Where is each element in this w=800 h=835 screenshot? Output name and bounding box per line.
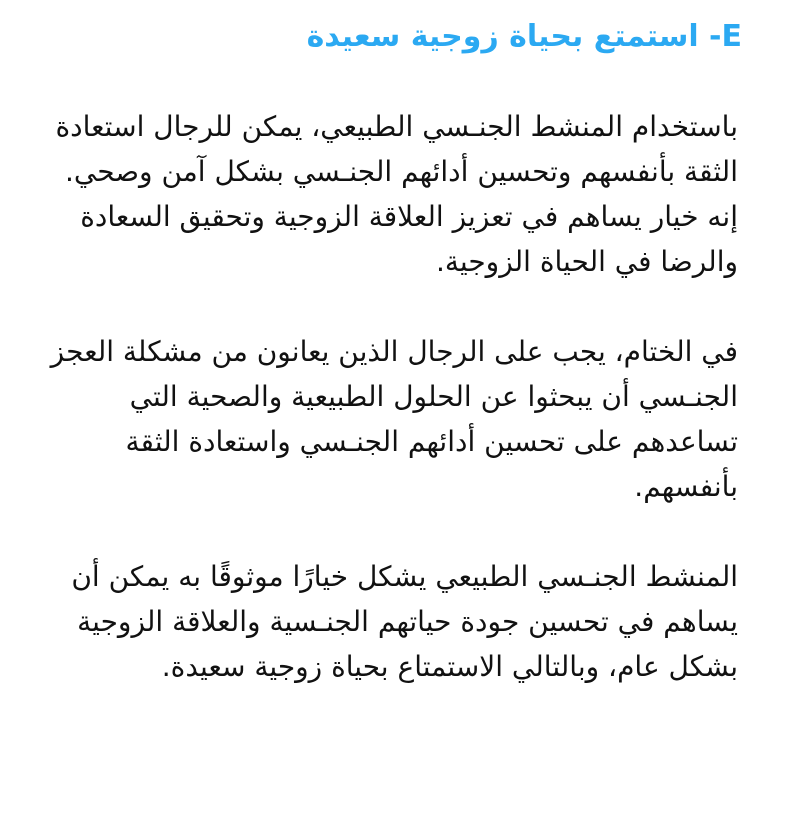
section-heading: E- استمتع بحياة زوجية سعيدة bbox=[306, 19, 742, 54]
paragraph-summary: المنشط الجنـسي الطبيعي يشكل خيارًا موثوقًا به يمكن أن يساهم في تحسين جودة حياتهم الجنـسية والعلاقة الزوجية بشكل عام، وبالتالي الاستمتاع بحياة زوجية سعيدة. bbox=[71, 560, 738, 683]
paragraph-benefits: باستخدام المنشط الجنـسي الطبيعي، يمكن للرجال استعادة الثقة بأنفسهم وتحسين أدائهم الجنـسي بشكل آمن وصحي. إنه خيار يساهم في تعزيز العلاقة الزوجية وتحقيق السعادة والرضا في الحياة الزوجية. bbox=[55, 110, 738, 278]
paragraph-conclusion: في الختام، يجب على الرجال الذين يعانون من مشكلة العجز الجنـسي أن يبحثوا عن الحلول الطبيعية والصحية التي تساعدهم على تحسين أدائهم الجنـسي واستعادة الثقة بأنفسهم. bbox=[50, 335, 738, 503]
article bbox=[40, 10, 742, 689]
